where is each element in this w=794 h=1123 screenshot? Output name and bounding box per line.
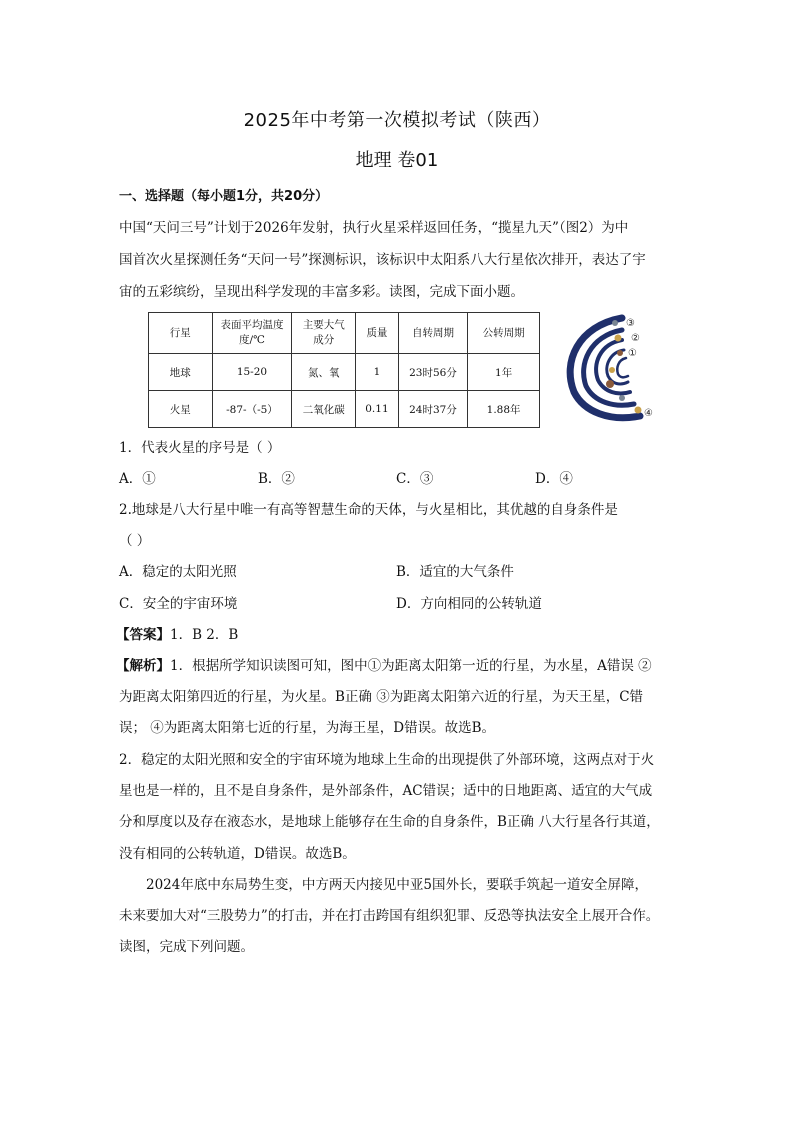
table-cell: -87-（-5） — [212, 391, 292, 428]
table-cell: 地球 — [149, 354, 213, 391]
figure-label-4: ④ — [644, 408, 653, 419]
passage-line: 读图，完成下列问题。 — [119, 939, 254, 955]
orbit-arc — [617, 358, 628, 377]
intro-line: 中国“天问三号”计划于2026年发射，执行火星采样返回任务，“揽星九天”（图2）为中 — [119, 220, 629, 236]
table-cell: 火星 — [149, 391, 213, 428]
table-cell: 氮、氧 — [292, 354, 356, 391]
q2-option-b: B．适宜的大气条件 — [396, 564, 514, 580]
passage-line: 2024年底中东局势生变，中方两天内接见中亚5国外长，要联手筑起一道安全屏障， — [146, 877, 648, 893]
table-header-row — [149, 313, 540, 354]
planet-dot — [609, 367, 615, 373]
table-row — [149, 354, 540, 391]
analysis-line: 为距离太阳第四近的行星，为火星。B正确 ③为距离太阳第六近的行星，为天王星，C错 — [119, 689, 644, 705]
header-temp-line2: 度/℃ — [239, 334, 265, 346]
table-cell: 15-20 — [212, 354, 292, 391]
table-cell: 1.88年 — [468, 391, 540, 428]
table-row — [149, 391, 540, 428]
planet-dot — [606, 380, 614, 388]
question-2-stem: 2.地球是八大行星中唯一有高等智慧生命的天体，与火星相比，其优越的自身条件是 — [119, 502, 618, 518]
orbit-arcs — [570, 318, 640, 418]
table-cell: 1年 — [468, 354, 540, 391]
table-header-cell — [212, 313, 292, 354]
q2-option-d: D．方向相同的公转轨道 — [396, 596, 542, 612]
question-1-stem: 1．代表火星的序号是（ ） — [119, 440, 281, 456]
question-2-blank: （ ） — [119, 533, 151, 549]
figure-label-2: ② — [631, 333, 640, 344]
answer-text: 1．B 2．B — [170, 627, 239, 643]
table-header-cell: 自转周期 — [398, 313, 468, 354]
table-header-cell: 公转周期 — [468, 313, 540, 354]
planet-dot — [617, 350, 623, 356]
q1-option-c: C．③ — [396, 471, 434, 487]
header-atm-line1: 主要大气 — [302, 319, 345, 331]
q2-option-a: A．稳定的太阳光照 — [119, 564, 237, 580]
planet-dot — [612, 320, 618, 326]
table-header-cell — [292, 313, 356, 354]
section-heading: 一、选择题（每小题1分，共20分） — [119, 189, 329, 204]
table-cell: 0.11 — [356, 391, 399, 428]
analysis-label: 【解析】 — [116, 658, 170, 674]
table-header-cell: 行星 — [149, 313, 213, 354]
passage-line: 未来要加大对“三股势力”的打击，并在打击跨国有组织犯罪、反恐等执法安全上展开合作。 — [119, 908, 660, 924]
q2-option-c: C．安全的宇宙环境 — [119, 596, 238, 612]
table-cell: 1 — [356, 354, 399, 391]
figure-label-3: ③ — [626, 318, 635, 329]
figure-label-1: ① — [628, 348, 637, 359]
exam-subtitle: 地理 卷01 — [355, 150, 439, 171]
mars-mission-logo-figure — [560, 312, 660, 424]
header-temp-line1: 表面平均温度 — [220, 319, 284, 331]
q1-option-d: D．④ — [535, 471, 573, 487]
q1-option-a: A．① — [119, 471, 156, 487]
table-cell: 24时37分 — [398, 391, 468, 428]
analysis-line: 2．稳定的太阳光照和安全的宇宙环境为地球上生命的出现提供了外部环境，这两点对于火 — [119, 752, 655, 768]
answer-label: 【答案】 — [116, 627, 170, 643]
planet-dot — [619, 395, 625, 401]
analysis-line: 没有相同的公转轨道，D错误。故选B。 — [119, 846, 356, 862]
planet-dot — [635, 407, 642, 414]
analysis-line: 误； ④为距离太阳第七近的行星，为海王星，D错误。故选B。 — [119, 720, 496, 736]
table-header-cell: 质量 — [356, 313, 399, 354]
analysis-line: 1．根据所学知识读图可知，图中①为距离太阳第一近的行星，为水星，A错误 ② — [170, 658, 652, 674]
intro-line: 国首次火星探测任务“天问一号”探测标识，该标识中太阳系八大行星依次排开，表达了宇 — [119, 252, 646, 268]
analysis-block — [116, 654, 652, 674]
table-cell: 二氧化碳 — [292, 391, 356, 428]
q1-option-b: B．② — [258, 471, 295, 487]
table-cell: 23时56分 — [398, 354, 468, 391]
analysis-line: 星也是一样的，且不是自身条件，是外部条件，AC错误；适中的日地距离、适宜的大气成 — [119, 783, 653, 799]
planet-table — [148, 312, 540, 428]
exam-title: 2025年中考第一次模拟考试（陕西） — [243, 110, 551, 131]
planet-dot — [615, 335, 622, 342]
answer-block — [116, 623, 238, 643]
intro-line: 宙的五彩缤纷，呈现出科学发现的丰富多彩。读图，完成下面小题。 — [119, 284, 524, 300]
header-atm-line2: 成分 — [313, 334, 335, 346]
analysis-line: 分和厚度以及存在液态水，是地球上能够存在生命的自身条件，B正确 八大行星各行其道， — [119, 814, 660, 830]
